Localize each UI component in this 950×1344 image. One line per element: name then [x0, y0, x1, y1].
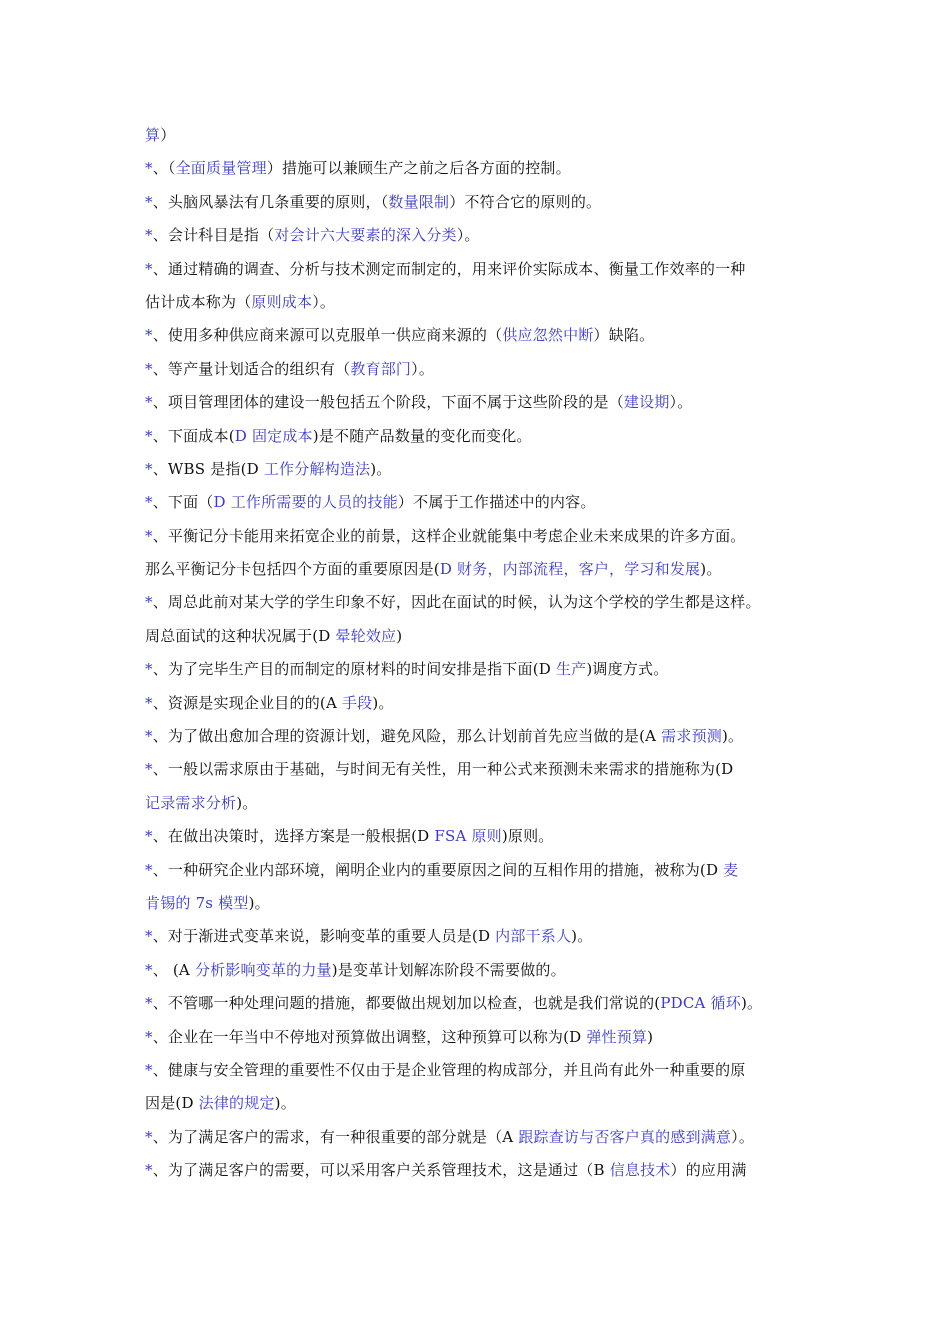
question-text: 、为了满足客户的需要，可以采用客户关系管理技术，这是通过（B: [152, 1161, 610, 1180]
question-text: )。: [571, 927, 593, 946]
answer-text: 对会计六大要素的深入分类: [274, 226, 457, 245]
question-text: 、为了完毕生产目的而制定的原材料的时间安排是指下面(D: [152, 660, 556, 679]
bullet-star: *: [145, 393, 153, 412]
answer-text: FSA 原则: [434, 827, 502, 846]
question-text: 、（: [152, 159, 176, 178]
answer-text: 需求预测: [661, 727, 722, 746]
bullet-star: *: [145, 493, 153, 512]
bullet-star: *: [145, 827, 153, 846]
question-text: )。: [236, 793, 258, 812]
bullet-star: *: [145, 593, 153, 612]
question-text: 那么平衡记分卡包括四个方面的重要原因是(: [145, 560, 440, 579]
question-text: ）。: [731, 1127, 755, 1146]
question-text: )。: [370, 459, 392, 478]
text-line: [145, 820, 825, 853]
answer-text: 算: [145, 126, 161, 144]
question-text: 、一种研究企业内部环境，阐明企业内的重要原因之间的互相作用的措施，被称为(D: [152, 860, 724, 879]
question-text: ): [396, 626, 403, 645]
answer-text: 生产: [555, 660, 587, 679]
text-line: [145, 453, 825, 486]
text-line: [145, 553, 825, 586]
bullet-star: *: [145, 159, 153, 178]
answer-text: 分析影响变革的力量: [194, 960, 332, 979]
question-text: ）措施可以兼顾生产之前之后各方面的控制。: [266, 159, 571, 178]
question-text: 、一般以需求原由于基础，与时间无有关性，用一种公式来预测未来需求的措施称为(D: [152, 760, 734, 779]
answer-text: 手段: [341, 693, 373, 712]
question-text: 、头脑风暴法有几条重要的原则，（: [152, 192, 389, 211]
answer-text: 内部干系人: [495, 927, 572, 946]
question-text: 、对于渐进式变革来说，影响变革的重要人员是(D: [152, 927, 496, 946]
answer-text: 肯锡的 7s 模型: [145, 893, 249, 912]
text-line: [145, 620, 825, 653]
bullet-star: *: [145, 994, 153, 1013]
answer-text: 供应忽然中断: [502, 326, 594, 345]
text-line: [145, 787, 825, 820]
bullet-star: *: [145, 927, 153, 946]
answer-text: PDCA 循环: [660, 994, 741, 1013]
question-text: )是变革计划解冻阶段不需要做的。: [331, 960, 566, 979]
question-text: 、健康与安全管理的重要性不仅由于是企业管理的构成部分，并且尚有此外一种重要的原: [152, 1060, 746, 1079]
text-line: [145, 286, 825, 319]
text-line: [145, 1021, 825, 1054]
bullet-star: *: [145, 1027, 153, 1046]
bullet-star: *: [145, 1161, 153, 1180]
bullet-star: *: [145, 1060, 153, 1079]
answer-text: 弹性预算: [586, 1027, 648, 1046]
bullet-star: *: [145, 860, 153, 879]
question-text: 、会计科目是指（: [152, 226, 275, 245]
question-text: ）。: [312, 292, 336, 311]
answer-text: 工作分解构造法: [263, 459, 371, 478]
question-text: ）。: [456, 226, 480, 245]
question-text: 因是(D: [145, 1094, 199, 1113]
text-line: [145, 1087, 825, 1120]
answer-text: 法律的规定: [198, 1094, 275, 1113]
question-text: )是不随产品数量的变化而变化。: [312, 426, 532, 445]
bullet-star: *: [145, 1127, 153, 1146]
bullet-star: *: [145, 459, 153, 478]
question-text: )调度方式。: [586, 660, 669, 679]
answer-text: D 固定成本: [234, 426, 313, 445]
answer-text: 麦: [723, 860, 739, 879]
question-text: ): [647, 1027, 654, 1046]
text-line: [145, 119, 825, 152]
text-line: [145, 586, 825, 619]
question-text: 、平衡记分卡能用来拓宽企业的前景，这样企业就能集中考虑企业未来成果的许多方面。: [152, 526, 746, 545]
answer-text: D 财务，内部流程，客户，学习和发展: [439, 560, 701, 579]
question-text: ）。: [411, 359, 435, 378]
text-line: [145, 520, 825, 553]
question-text: 、周总此前对某大学的学生印象不好，因此在面试的时候，认为这个学校的学生都是这样。: [152, 593, 761, 612]
text-line: [145, 1154, 825, 1187]
text-line: [145, 353, 825, 386]
bullet-star: *: [145, 259, 153, 278]
answer-text: 原则成本: [251, 292, 313, 311]
text-line: [145, 954, 825, 987]
question-text: ）。: [669, 393, 693, 412]
question-text: 、为了做出愈加合理的资源计划，避免风险，那么计划前首先应当做的是(A: [152, 727, 662, 746]
text-line: [145, 420, 825, 453]
bullet-star: *: [145, 727, 153, 746]
answer-text: 信息技术: [609, 1161, 671, 1180]
answer-text: 晕轮效应: [335, 626, 397, 645]
bullet-star: *: [145, 226, 153, 245]
answer-text: 记录需求分析: [145, 793, 237, 812]
text-line: [145, 987, 825, 1020]
question-text: 、使用多种供应商来源可以克服单一供应商来源的（: [152, 326, 503, 345]
bullet-star: *: [145, 693, 153, 712]
text-line: [145, 152, 825, 185]
question-text: 、资源是实现企业目的的(A: [152, 693, 342, 712]
text-line: [145, 720, 825, 753]
answer-text: 全面质量管理: [175, 159, 267, 178]
question-text: 、企业在一年当中不停地对预算做出调整，这种预算可以称为(D: [152, 1027, 587, 1046]
question-text: )。: [740, 994, 763, 1013]
text-line: [145, 920, 825, 953]
question-text: 、等产量计划适合的组织有（: [152, 359, 351, 378]
text-line: [145, 386, 825, 419]
question-text: 、项目管理团体的建设一般包括五个阶段，下面不属于这些阶段的是（: [152, 393, 624, 412]
question-text: 、下面（: [152, 493, 214, 512]
question-text: )原则。: [501, 827, 554, 846]
text-line: [145, 753, 825, 786]
question-text: 、在做出决策时，选择方案是一般根据(D: [152, 827, 435, 846]
question-text: 、为了满足客户的需求，有一种很重要的部分就是（A: [152, 1127, 519, 1146]
answer-text: 教育部门: [350, 359, 412, 378]
text-line: [145, 253, 825, 286]
text-line: [145, 219, 825, 252]
question-text: 周总面试的这种状况属于(D: [145, 626, 336, 645]
question-text: ）: [160, 126, 176, 144]
text-line: [145, 887, 825, 920]
text-line: [145, 1054, 825, 1087]
bullet-star: *: [145, 192, 153, 211]
question-text: )。: [700, 560, 722, 579]
question-text: 、 (A: [152, 960, 195, 979]
question-text: 、下面成本(: [152, 426, 235, 445]
question-text: 、WBS 是指(D: [152, 459, 264, 478]
text-line: [145, 653, 825, 686]
bullet-star: *: [145, 760, 153, 779]
bullet-star: *: [145, 526, 153, 545]
bullet-star: *: [145, 326, 153, 345]
text-line: [145, 854, 825, 887]
bullet-star: *: [145, 660, 153, 679]
question-text: 、不管哪一种处理问题的措施，都要做出规划加以检查，也就是我们常说的(: [152, 994, 661, 1013]
document-body: [145, 119, 825, 1188]
text-line: [145, 319, 825, 352]
question-text: ）的应用满: [670, 1161, 747, 1180]
question-text: 、通过精确的调查、分析与技术测定而制定的，用来评价实际成本、衡量工作效率的一种: [152, 259, 746, 278]
answer-text: 建设期: [623, 393, 670, 412]
text-line: [145, 186, 825, 219]
question-text: 估计成本称为（: [145, 292, 252, 311]
text-line: [145, 687, 825, 720]
question-text: )。: [721, 727, 744, 746]
text-line: [145, 486, 825, 519]
answer-text: D 工作所需要的人员的技能: [213, 493, 398, 512]
question-text: ）不属于工作描述中的内容。: [397, 493, 596, 512]
bullet-star: *: [145, 426, 153, 445]
question-text: )。: [372, 693, 394, 712]
bullet-star: *: [145, 359, 153, 378]
answer-text: 跟踪查访与否客户真的感到满意: [518, 1127, 732, 1146]
bullet-star: *: [145, 960, 153, 979]
question-text: )。: [248, 893, 270, 912]
question-text: )。: [274, 1094, 296, 1113]
question-text: ）不符合它的原则的。: [449, 192, 602, 211]
question-text: ）缺陷。: [593, 326, 655, 345]
text-line: [145, 1121, 825, 1154]
answer-text: 数量限制: [388, 192, 450, 211]
